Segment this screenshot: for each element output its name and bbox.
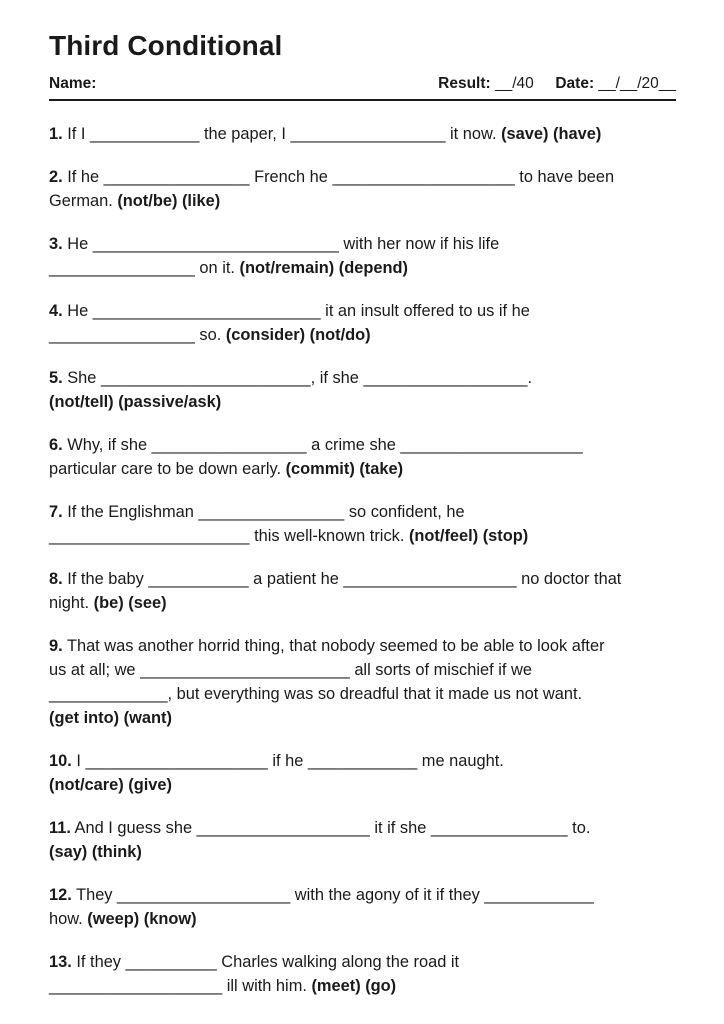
question-text: That was another horrid thing, that nobody seemed to be able to look after	[66, 637, 605, 655]
verb-hints: (not/be) (like)	[117, 192, 221, 210]
question-number: 2.	[49, 168, 63, 186]
question-line	[49, 567, 689, 591]
question-item	[49, 299, 689, 347]
header-divider	[49, 99, 676, 101]
question-text: ______________________ this well-known trick.	[49, 527, 405, 545]
question-text: He _________________________ it an insult offered to us if he	[67, 302, 530, 320]
result-label: Result:	[438, 75, 491, 92]
question-line	[49, 658, 689, 682]
question-line	[49, 883, 689, 907]
question-number: 5.	[49, 369, 63, 387]
question-line	[49, 165, 689, 189]
question-line	[49, 366, 689, 390]
question-number: 6.	[49, 436, 63, 454]
verb-hints: (say) (think)	[49, 843, 142, 861]
question-line	[49, 189, 689, 213]
question-text: And I guess she ___________________ it if she _______________ to.	[74, 819, 591, 837]
question-line	[49, 950, 689, 974]
verb-hints: (be) (see)	[93, 594, 167, 612]
question-text: Why, if she _________________ a crime she ____________________	[67, 436, 583, 454]
question-text: He ___________________________ with her now if his life	[67, 235, 500, 253]
question-line	[49, 232, 689, 256]
question-item	[49, 567, 689, 615]
page-title: Third Conditional	[49, 30, 283, 61]
question-item	[49, 883, 689, 931]
question-line	[49, 323, 689, 347]
question-line	[49, 500, 689, 524]
question-text: They ___________________ with the agony of it if they ____________	[76, 886, 594, 904]
verb-hints: (commit) (take)	[285, 460, 404, 478]
question-line	[49, 591, 689, 615]
verb-hints: (weep) (know)	[87, 910, 197, 928]
question-text: I ____________________ if he ____________ me naught.	[76, 752, 504, 770]
question-line	[49, 433, 689, 457]
question-text: If I ____________ the paper, I _________________ it now.	[67, 125, 497, 143]
question-line	[49, 773, 689, 797]
question-number: 12.	[49, 886, 72, 904]
question-line	[49, 457, 689, 481]
question-item	[49, 500, 689, 548]
verb-hints: (meet) (go)	[311, 977, 397, 995]
question-line	[49, 524, 689, 548]
question-number: 9.	[49, 637, 63, 655]
question-item	[49, 749, 689, 797]
question-line	[49, 256, 689, 280]
verb-hints: (not/feel) (stop)	[408, 527, 529, 545]
question-number: 13.	[49, 953, 72, 971]
question-line	[49, 816, 689, 840]
question-text: particular care to be down early.	[49, 460, 282, 478]
question-text: German.	[49, 192, 113, 210]
question-number: 3.	[49, 235, 63, 253]
question-item	[49, 232, 689, 280]
question-line	[49, 907, 689, 931]
date-label: Date:	[555, 75, 595, 92]
name-label: Name:	[49, 75, 97, 92]
result-date-group	[438, 75, 676, 93]
question-line	[49, 840, 689, 864]
question-line	[49, 122, 689, 146]
question-item	[49, 122, 689, 146]
question-item	[49, 634, 689, 730]
question-line	[49, 682, 689, 706]
question-line	[49, 706, 689, 730]
question-number: 10.	[49, 752, 72, 770]
question-text: If the Englishman ________________ so confident, he	[67, 503, 465, 521]
verb-hints: (save) (have)	[501, 125, 602, 143]
question-text: If they __________ Charles walking along the road it	[76, 953, 460, 971]
verb-hints: (consider) (not/do)	[225, 326, 371, 344]
question-text: ________________ so.	[49, 326, 222, 344]
question-text: If he ________________ French he ____________________ to have been	[67, 168, 615, 186]
question-number: 7.	[49, 503, 63, 521]
question-number: 11.	[49, 819, 71, 837]
question-line	[49, 974, 689, 998]
question-item	[49, 433, 689, 481]
verb-hints: (get into) (want)	[49, 709, 172, 727]
question-item	[49, 816, 689, 864]
question-number: 1.	[49, 125, 63, 143]
question-number: 8.	[49, 570, 63, 588]
verb-hints: (not/care) (give)	[49, 776, 172, 794]
question-line	[49, 634, 689, 658]
question-number: 4.	[49, 302, 63, 320]
question-item	[49, 366, 689, 414]
question-text: If the baby ___________ a patient he ___________________ no doctor that	[67, 570, 622, 588]
question-line	[49, 390, 689, 414]
question-text: ________________ on it.	[49, 259, 235, 277]
question-text: She _______________________, if she __________________.	[67, 369, 533, 387]
question-item	[49, 950, 689, 998]
question-line	[49, 749, 689, 773]
result-value: __/40	[495, 75, 534, 92]
question-text: _____________, but everything was so dreadful that it made us not want.	[49, 685, 583, 703]
verb-hints: (not/remain) (depend)	[239, 259, 408, 277]
date-value: __/__/20__	[598, 75, 676, 92]
question-text: night.	[49, 594, 90, 612]
verb-hints: (not/tell) (passive/ask)	[49, 393, 222, 411]
question-line	[49, 299, 689, 323]
question-text: how.	[49, 910, 83, 928]
question-text: us at all; we _______________________ all sorts of mischief if we	[49, 661, 532, 679]
question-text: ___________________ ill with him.	[49, 977, 307, 995]
question-item	[49, 165, 689, 213]
